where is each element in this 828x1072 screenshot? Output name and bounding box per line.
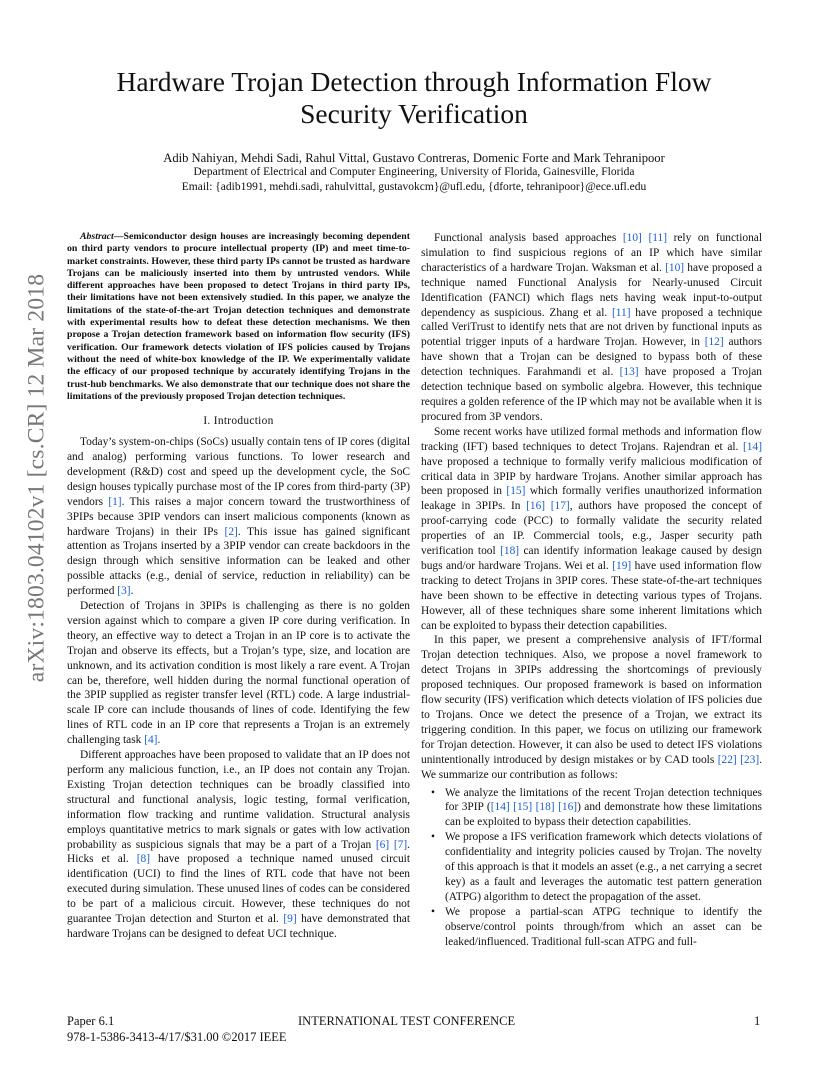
- citation-link[interactable]: [8]: [136, 853, 151, 866]
- contribution-list: [421, 786, 762, 950]
- paragraph: Functional analysis based approaches [10] [11] rely on functional simulation to find suspicious regions of an IP which have similar characteristics of a hardware Trojan. Waksman et al. [10] have proposed a technique named Functional Analysis for Nearly-unused Circuit Identification (FANCI) which flags nets having weak input-to-output dependency as suspicious. Zhang et al. [11] have proposed a technique called VeriTrust to identify nets that are not driven by functional inputs as potential trigger inputs of a hardware Trojan. However, in [12] authors have shown that a Trojan can be designed to bypass both of these detection techniques. Farahmandi et al. [13] have proposed a Trojan detection technique based on symbolic algebra. However, this technique requires a golden reference of the IP which may not be available when it is procured from 3P vendors.: [421, 232, 763, 423]
- left-paragraphs: [67, 435, 410, 942]
- right-paragraphs: [421, 231, 762, 783]
- paper-title: Hardware Trojan Detection through Information Flow Security Verification: [116, 66, 712, 129]
- citation-link[interactable]: [18]: [535, 801, 555, 814]
- citation-link[interactable]: [19]: [612, 559, 632, 572]
- affiliation: Department of Electrical and Computer Engineering, University of Florida, Gainesville, Florida: [193, 166, 635, 178]
- citation-link[interactable]: [14]: [743, 440, 762, 453]
- citation-link[interactable]: [14]: [490, 801, 510, 814]
- citation-link[interactable]: [17]: [550, 500, 570, 513]
- paragraph: In this paper, we present a comprehensive analysis of IFT/formal Trojan detection techniques. Also, we propose a novel framework to detect Trojans in 3PIPs addressing the shortcomings of previously proposed techniques. Our proposed framework is based on information flow security (IFS) verification which detects violation of IFS policies due to Trojans. Once we detect the presence of a Trojan, we extract its triggering condition. In this paper, we focus on utilizing our framework for Trojan detection. However, it can also be used to detect IFS violations unintentionally introduced by design mistakes or by CAD tools [22] [23]. We summarize our contribution as follows:: [421, 634, 762, 781]
- citation-link[interactable]: [7]: [393, 838, 408, 851]
- citation-link[interactable]: [16]: [558, 801, 578, 814]
- paragraph: Some recent works have utilized formal methods and information flow tracking (IFT) based techniques to detect Trojans. Rajendran et al. [14] have proposed a technique to formally verify malicious modification of critical data in 3PIP by hardware Trojans. Another similar approach has been proposed in [15] which formally verifies unauthorized information leakage in 3PIPs. In [16] [17], authors have proposed the concept of proof-carrying code (PCC) to formally validate the security related properties of an IP. Commercial tools, e.g., Jasper security path verification tool [18] can identify information leakage caused by design bugs and/or hardware Trojans. Wei et al. [19] have used information flow tracking to detect Trojans in 3PIP cores. These state-of-the-art techniques have been shown to be effective in detecting various types of Trojans. However, all of these techniques share some inherent limitations which can be exploited to bypass their detection capabilities.: [421, 425, 762, 632]
- footer-paper-number: Paper 6.1: [67, 1014, 115, 1028]
- citation-link[interactable]: [12]: [704, 336, 724, 349]
- arxiv-identifier: arXiv:1803.04102v1 [cs.CR] 12 Mar 2018: [23, 273, 50, 682]
- citation-link[interactable]: [9]: [283, 913, 297, 926]
- footer-page-number: 1: [754, 1014, 761, 1028]
- abstract: [67, 231, 410, 403]
- right-column: [421, 231, 762, 950]
- abstract-text: —Semiconductor design houses are increasingly becoming dependent on third party vendors to procure intellectual property (IP) and meet time-to-market constraints. However, these third party IPs cannot be trusted as hardware Trojans can be maliciously inserted into them by untrusted vendors. While different approaches have been proposed to detect Trojans in third party IPs, their limitations have not been extensively studied. In this paper, we analyze the limitations of the state-of-the-art Trojan detection techniques and demonstrate with experimental results how to defeat these detection mechanisms. We then propose a Trojan detection framework based on information flow security (IFS) verification. Our framework detects violation of IFS policies caused by Trojans without the need of white-box knowledge of the IP. We experimentally validate the efficacy of our proposed technique by accurately identifying Trojans in the trust-hub benchmarks. We also demonstrate that our technique does not share the limitations of the previously proposed Trojan detection techniques.: [67, 231, 410, 402]
- citation-link[interactable]: [11]: [648, 232, 667, 244]
- left-column: [67, 231, 410, 942]
- footer-conference: INTERNATIONAL TEST CONFERENCE: [298, 1014, 516, 1028]
- citation-link[interactable]: [2]: [224, 525, 238, 538]
- citation-link[interactable]: [1]: [108, 495, 122, 508]
- paragraph: Today’s system-on-chips (SoCs) usually contain tens of IP cores (digital and analog) performing various functions. To lower research and development (R&D) cost and speed up the development cycle, the SoC design houses typically purchase most of the IP cores from third-party (3P) vendors [1]. This raises a major concern toward the trustworthiness of 3PIPs because 3PIP vendors can insert malicious components (known as hardware Trojans) in their IPs [2]. This issue has gained significant attention as Trojans inserted by a 3PIP vendor can create backdoors in the design through which sensitive information can be leaked and other possible attacks (e.g., denial of service, reduction in reliability) can be performed [3].: [67, 436, 411, 598]
- citation-link[interactable]: [23]: [740, 753, 760, 766]
- arxiv-sidebar: [22, 273, 52, 682]
- contribution-item: • We propose a IFS verification framework which detects violations of confidentiality and integrity policies caused by Trojan. The novelty of this approach is that it models an asset (e.g., a net carrying a secret key) as a fault and leverages the automatic test pattern generation (ATPG) algorithm to detect the propagation of the asset.: [421, 830, 762, 905]
- section-heading-introduction: I. Introduction: [203, 415, 274, 428]
- contribution-item: • We analyze the limitations of the recent Trojan detection techniques for 3PIP ([14] [15] [18] [16]) and demonstrate how these limitations can be exploited to bypass their detection capabilities.: [421, 786, 762, 831]
- author-emails: Email: {adib1991, mehdi.sadi, rahulvittal, gustavokcm}@ufl.edu, {dforte, tehranipoor}@ece.ufl.edu: [181, 181, 647, 193]
- abstract-label: Abstract: [80, 231, 114, 242]
- citation-link[interactable]: [15]: [513, 801, 533, 814]
- citation-link[interactable]: [16]: [526, 500, 546, 513]
- citation-link[interactable]: [4]: [144, 734, 158, 747]
- citation-link[interactable]: [3]: [117, 585, 131, 598]
- citation-link[interactable]: [13]: [619, 366, 639, 379]
- paragraph: Detection of Trojans in 3PIPs is challenging as there is no golden version against which to compare a given IP core during verification. In theory, an effective way to detect a Trojan in an IP core is to activate the Trojan and observe its effects, but a Trojan’s type, size, and location are unknown, and its activation condition is most likely a rare event. A Trojan can be, therefore, well hidden during the normal functional operation of the 3PIP supplied as register transfer level (RTL) code. A large industrial-scale IP core can include thousands of lines of code. Identifying the few lines of RTL code in an IP core that represents a Trojan is an extremely challenging task [4].: [67, 600, 410, 747]
- citation-link[interactable]: [10]: [665, 261, 685, 274]
- author-list: Adib Nahiyan, Mehdi Sadi, Rahul Vittal, Gustavo Contreras, Domenic Forte and Mark Tehranipoor: [163, 151, 665, 165]
- contribution-item: • We propose a partial-scan ATPG technique to identify the observe/control points through/from which an asset can be leaked/influenced. Traditional full-scan ATPG and full-: [421, 905, 762, 950]
- paragraph: Different approaches have been proposed to validate that an IP does not perform any malicious function, i.e., an IP does not contain any Trojan. Existing Trojan detection techniques can be broadly classified into structural and functional analysis, logic testing, formal verification, information flow tracking and runtime validation. Structural analysis employs quantitative metrics to mark signals or gates with low activation probability as suspicious signals that may be a part of a Trojan [6] [7]. Hicks et al. [8] have proposed a technique named unused circuit identification (UCI) to find the lines of RTL code that have not been executed during simulation. These unused lines of codes can be considered to be part of a malicious circuit. However, these techniques do not guarantee Trojan detection and Sturton et al. [9] have demonstrated that hardware Trojans can be designed to defeat UCI technique.: [67, 749, 410, 940]
- citation-link[interactable]: [15]: [506, 485, 526, 498]
- citation-link[interactable]: [11]: [611, 306, 631, 319]
- citation-link[interactable]: [22]: [717, 753, 737, 766]
- citation-link[interactable]: [10]: [622, 232, 642, 244]
- citation-link[interactable]: [6]: [375, 838, 390, 851]
- footer-isbn: 978-1-5386-3413-4/17/$31.00 ©2017 IEEE: [67, 1030, 287, 1044]
- citation-link[interactable]: [18]: [500, 545, 520, 558]
